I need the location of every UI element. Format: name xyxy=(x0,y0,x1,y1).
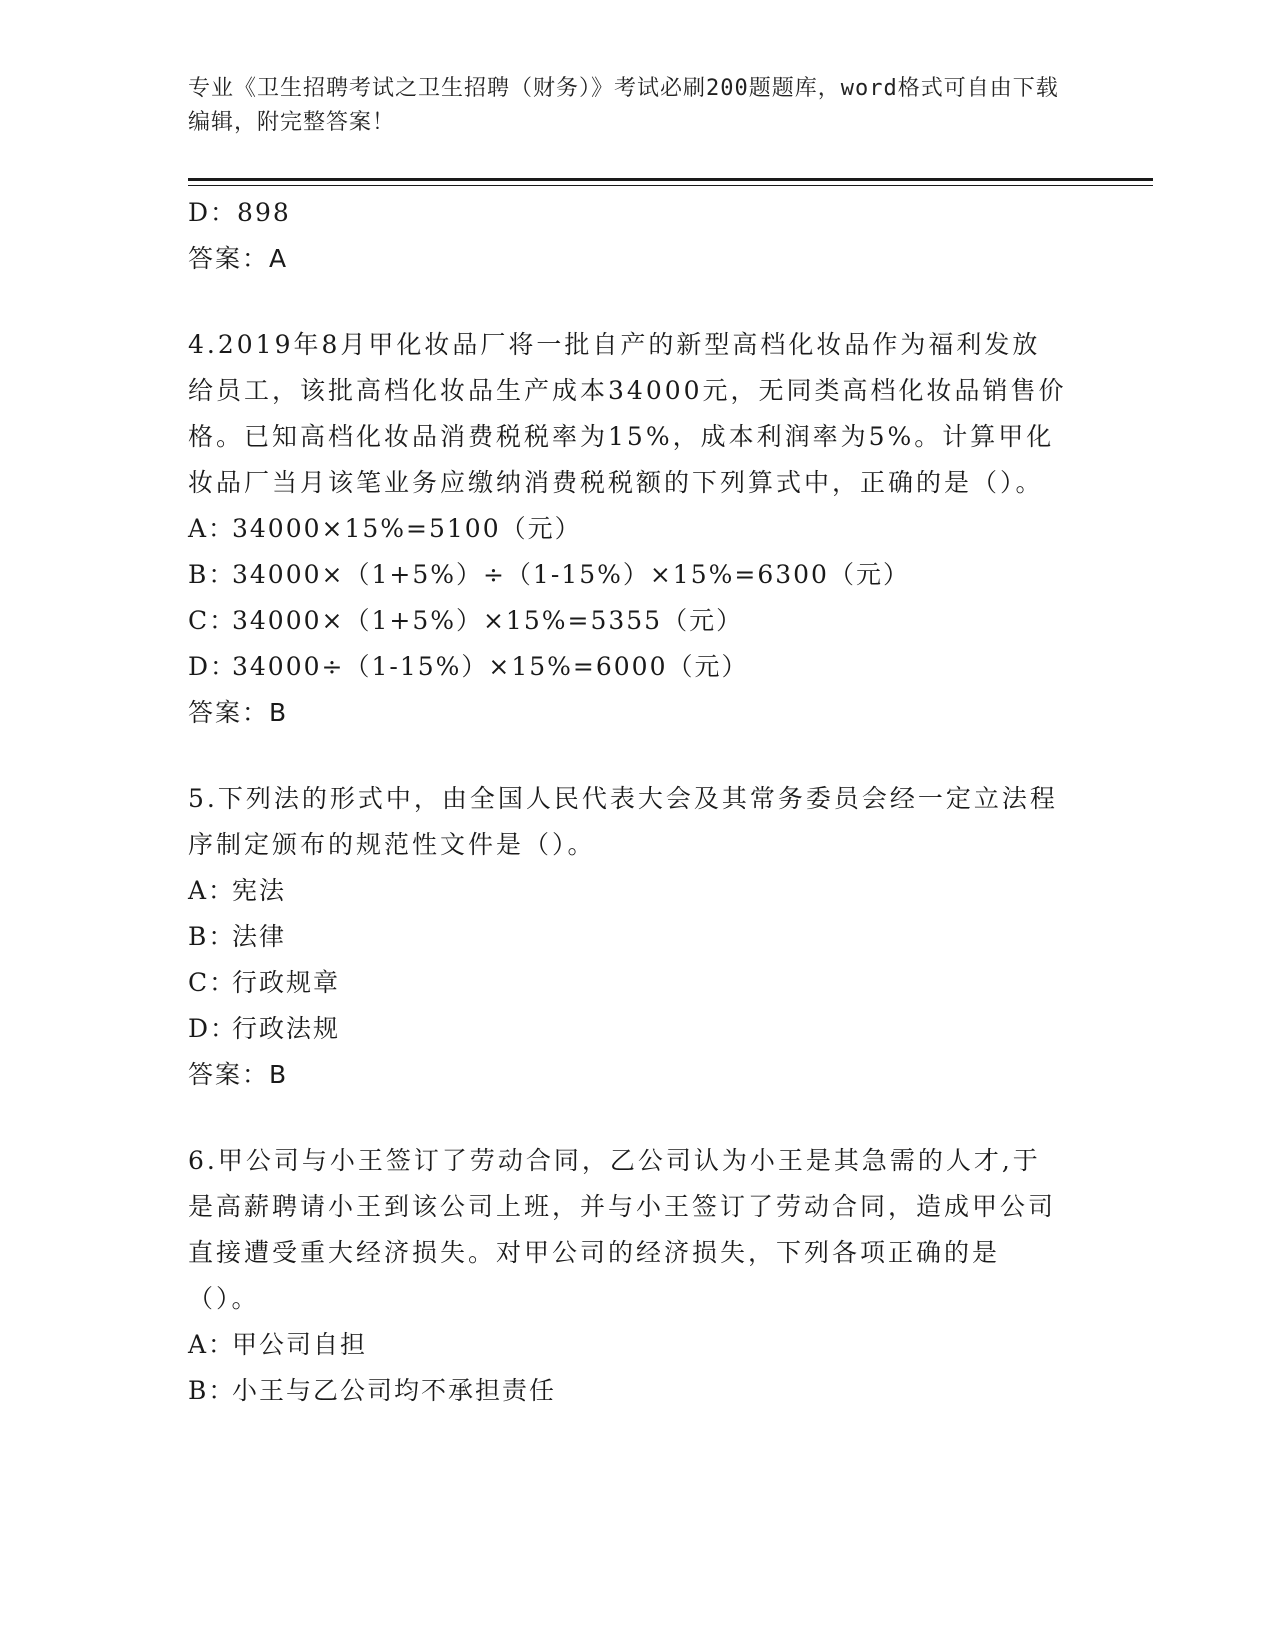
option-prefix: B： xyxy=(188,1376,236,1405)
option-text: 34000×（1+5%）÷（1-15%）×15%=6300（元） xyxy=(232,560,910,589)
question-4-option-c xyxy=(188,598,1068,644)
questions-content xyxy=(188,190,1068,1414)
option-text: 甲公司自担 xyxy=(232,1330,368,1359)
prev-option-d: D：898 xyxy=(188,198,291,227)
question-5-option-d xyxy=(188,1006,1068,1052)
option-text: 行政规章 xyxy=(232,968,341,997)
option-text: 34000×15%=5100（元） xyxy=(232,514,582,543)
prev-answer: 答案：A xyxy=(188,244,289,273)
option-prefix: C： xyxy=(188,968,237,997)
header-divider-thick xyxy=(188,178,1153,181)
option-prefix: A： xyxy=(188,514,236,543)
question-4-text: 4.2019年8月甲化妆品厂将一批自产的新型高档化妆品作为福利发放给员工，该批高档化妆品生产成本34000元，无同类高档化妆品销售价格。已知高档化妆品消费税税率为15%，成本利润率为5%。计算甲化妆品厂当月该笔业务应缴纳消费税税额的下列算式中，正确的是（）。 xyxy=(188,330,1067,497)
option-prefix: A： xyxy=(188,1330,236,1359)
option-prefix: A： xyxy=(188,876,236,905)
question-6-option-a xyxy=(188,1322,1068,1368)
option-text: 小王与乙公司均不承担责任 xyxy=(232,1376,557,1405)
option-text: 34000×（1+5%）×15%=5355（元） xyxy=(232,606,744,635)
option-text: 行政法规 xyxy=(232,1014,341,1043)
option-text: 宪法 xyxy=(232,876,287,905)
question-4-option-d xyxy=(188,644,1068,690)
option-prefix: D： xyxy=(188,1014,238,1043)
question-6-text: 6.甲公司与小王签订了劳动合同，乙公司认为小王是其急需的人才,于是高薪聘请小王到该公司上班，并与小王签订了劳动合同，造成甲公司直接遭受重大经济损失。对甲公司的经济损失，下列各项正确的是（）。 xyxy=(188,1146,1057,1313)
page-header: 专业《卫生招聘考试之卫生招聘（财务）》考试必刷200题题库，word格式可自由下载编辑，附完整答案！ xyxy=(188,76,1059,135)
question-4-option-b xyxy=(188,552,1068,598)
question-4-answer: 答案：B xyxy=(188,698,289,727)
option-prefix: B： xyxy=(188,560,236,589)
option-prefix: C： xyxy=(188,606,237,635)
header-divider-thin xyxy=(188,185,1153,186)
question-6-option-b xyxy=(188,1368,1068,1414)
option-text: 法律 xyxy=(232,922,287,951)
option-prefix: D： xyxy=(188,652,238,681)
option-text: 34000÷（1-15%）×15%=6000（元） xyxy=(232,652,749,681)
option-prefix: B： xyxy=(188,922,236,951)
question-5-option-a xyxy=(188,868,1068,914)
question-5-option-b xyxy=(188,914,1068,960)
question-4-option-a xyxy=(188,506,1068,552)
question-5-answer: 答案：B xyxy=(188,1060,289,1089)
question-5-option-c xyxy=(188,960,1068,1006)
question-5-text: 5.下列法的形式中，由全国人民代表大会及其常务委员会经一定立法程序制定颁布的规范性文件是（）。 xyxy=(188,784,1058,859)
